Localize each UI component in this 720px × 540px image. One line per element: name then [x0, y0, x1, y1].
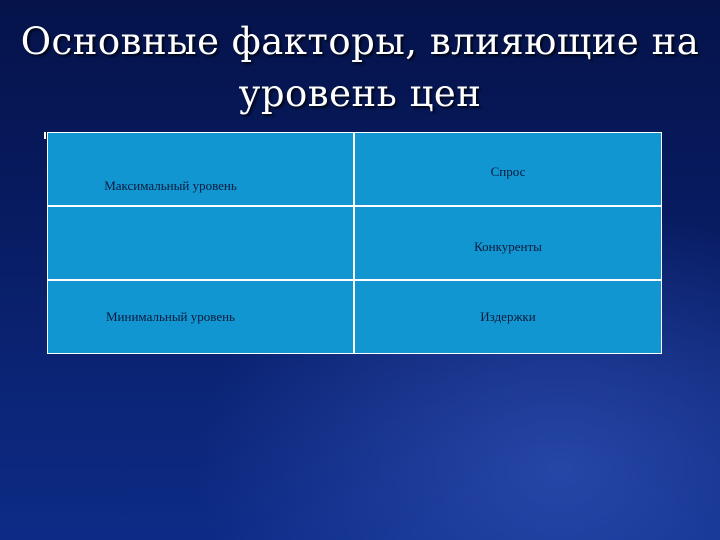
costs-label: Издержки [480, 309, 536, 324]
table-cell-demand [354, 132, 662, 206]
table-cell-competitors [354, 206, 662, 280]
table-cell-empty [47, 206, 354, 280]
table-corner-mark [44, 132, 46, 139]
table-cell-min-level [47, 280, 354, 354]
price-factors-table [47, 132, 662, 354]
min-level-label: Минимальный уровень [106, 309, 235, 324]
table-cell-costs [354, 280, 662, 354]
slide-title-line-1: Основные факторы, влияющие на [20, 20, 700, 63]
slide-title [20, 16, 700, 120]
competitors-label: Конкуренты [474, 239, 542, 254]
slide-title-line-2: уровень цен [238, 72, 482, 115]
table-cell-max-level [47, 132, 354, 206]
max-level-label: Максимальный уровень [104, 178, 237, 193]
demand-label: Спрос [490, 164, 526, 179]
